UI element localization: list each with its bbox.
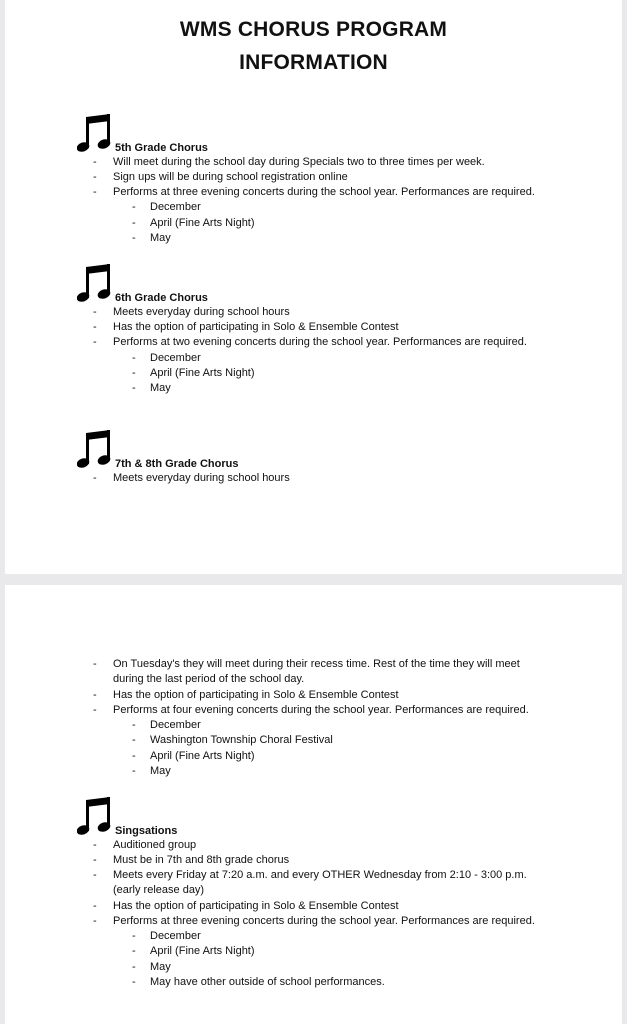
bullet-item: - Performs at two evening concerts during the school year. Performances are required. xyxy=(93,336,527,348)
section-heading-7th-8th-grade: 7th & 8th Grade Chorus xyxy=(115,458,239,470)
sub-bullet-item: - April (Fine Arts Night) xyxy=(132,367,255,379)
music-note-icon xyxy=(77,428,115,468)
sub-bullet-item: - May have other outside of school performances. xyxy=(132,976,385,988)
music-note-icon xyxy=(77,262,115,302)
sub-bullet-item: - April (Fine Arts Night) xyxy=(132,750,255,762)
sub-bullet-item: - Washington Township Choral Festival xyxy=(132,734,333,746)
music-note-icon xyxy=(77,112,115,152)
bullet-continuation: during the last period of the school day. xyxy=(113,673,305,685)
bullet-item: - Performs at three evening concerts during the school year. Performances are required. xyxy=(93,915,535,927)
section-heading-6th-grade: 6th Grade Chorus xyxy=(115,292,208,304)
bullet-item: - Sign ups will be during school registration online xyxy=(93,171,348,183)
page-title-line-2: INFORMATION xyxy=(239,51,388,74)
page-title-line-1: WMS CHORUS PROGRAM xyxy=(179,18,448,41)
sub-bullet-item: - December xyxy=(132,352,201,364)
bullet-item: - Performs at four evening concerts during the school year. Performances are required. xyxy=(93,704,529,716)
bullet-continuation: (early release day) xyxy=(113,884,205,896)
bullet-item: - Has the option of participating in Solo & Ensemble Contest xyxy=(93,321,399,333)
bullet-item: - Will meet during the school day during Specials two to three times per week. xyxy=(93,156,485,168)
bullet-item: - Meets every Friday at 7:20 a.m. and every OTHER Wednesday from 2:10 - 3:00 p.m. xyxy=(93,869,527,881)
bullet-item: - Meets everyday during school hours xyxy=(93,306,290,318)
sub-bullet-item: - May xyxy=(132,765,171,777)
bullet-item: - Performs at three evening concerts during the school year. Performances are required. xyxy=(93,186,535,198)
sub-bullet-item: - May xyxy=(132,961,171,973)
sub-bullet-item: - May xyxy=(132,232,171,244)
bullet-item: - Must be in 7th and 8th grade chorus xyxy=(93,854,290,866)
section-heading-5th-grade: 5th Grade Chorus xyxy=(115,142,208,154)
music-note-icon xyxy=(77,795,115,835)
sub-bullet-item: - December xyxy=(132,930,201,942)
section-heading-singsations: Singsations xyxy=(115,825,178,837)
bullet-item: - Has the option of participating in Solo & Ensemble Contest xyxy=(93,900,399,912)
bullet-item: - Has the option of participating in Solo & Ensemble Contest xyxy=(93,689,399,701)
sub-bullet-item: - December xyxy=(132,201,201,213)
bullet-item: - Meets everyday during school hours xyxy=(93,472,290,484)
sub-bullet-item: - December xyxy=(132,719,201,731)
sub-bullet-item: - May xyxy=(132,382,171,394)
sub-bullet-item: - April (Fine Arts Night) xyxy=(132,945,255,957)
bullet-item: - On Tuesday's they will meet during their recess time. Rest of the time they will meet xyxy=(93,658,520,670)
bullet-item: - Auditioned group xyxy=(93,839,197,851)
sub-bullet-item: - April (Fine Arts Night) xyxy=(132,217,255,229)
